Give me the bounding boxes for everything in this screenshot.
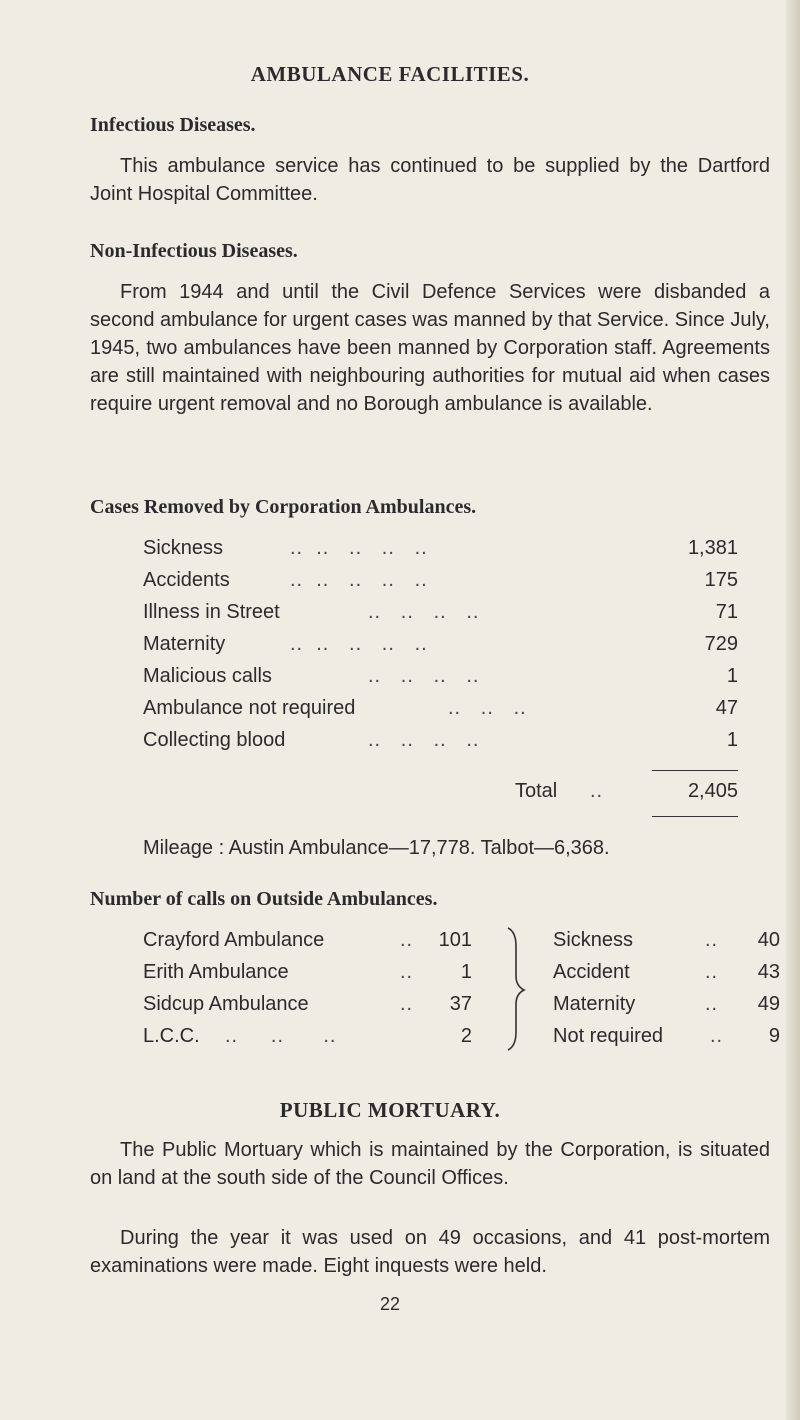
page-number: 22	[379, 1294, 401, 1314]
document-page: AMBULANCE FACILITIES. Infectious Diseases. This ambulance service has continued to be supplied by the Dartford Joint Hospital Committee. Non-Infectious Diseases. From 1944 and until the Civil Defence Services were disbanded a second ambulance for urgent cases was manned by that Service. Since July, 1945, two ambulances have been manned by Corporation staff. Agreements are still maintained with neighbouring authorities for mutual aid when cases require urgent removal and no Borough ambulance is available. Cases Removed by Corporation Ambulances. Sickness .. .. .. .. .. 1,381 Accidents .. .. .. .. .. 175 Illness in Street .. .. .. .. 71 Maternity .. .. .. .. .. 729 Malicious calls .. .. .. .. 1 Ambulance not required .. .. .. 47 Collecting blood .. .. .. .. 1 Total .. 2,405 Mileage : Austin Ambulance—17,778. Talbot—6,368. Number of calls on Outside Ambulances. Crayford Ambulance .. 101 Sickness .. 40 Erith Ambulance .. 1 Accident .. 43 Sidcup Ambulance .. 37 Maternity .. 49 L.C.C. .. .. .. 2 Not required .. 9 PUBLIC MORTUARY. The Public Mortuary which is maintained by the Corporation, is situated on land at the south side of the Council Offices. During the year it was used on 49 occasions, and 41 post-mortem examinations were made. Eight inquests were held. 22	[0, 0, 800, 1420]
infectious-heading: Infectious Diseases.	[90, 114, 256, 136]
grouping-brace-icon	[500, 924, 530, 1054]
page-edge	[786, 0, 800, 1420]
total-top-rule	[652, 770, 738, 771]
mortuary-paragraph-1: The Public Mortuary which is maintained by the Corporation, is situated on land at the south side of the Council Offices.	[90, 1139, 770, 1189]
non-infectious-paragraph: From 1944 and until the Civil Defence Services were disbanded a second ambulance for urgent cases was manned by that Service. Since July, 1945, two ambulances have been manned by Corporation staff. Agreements are still maintained with neighbouring authorities for mutual aid when cases require urgent removal and no Borough ambulance is available.	[90, 281, 770, 415]
outside-calls-heading: Number of calls on Outside Ambulances.	[90, 888, 438, 910]
non-infectious-heading: Non-Infectious Diseases.	[90, 240, 298, 262]
cases-removed-heading: Cases Removed by Corporation Ambulances.	[90, 496, 477, 518]
public-mortuary-title: PUBLIC MORTUARY.	[279, 1098, 501, 1122]
mortuary-paragraph-2: During the year it was used on 49 occasions, and 41 post-mortem examinations were made. Eight inquests were held.	[90, 1227, 770, 1277]
infectious-paragraph: This ambulance service has continued to be supplied by the Dartford Joint Hospital Committee.	[90, 155, 770, 205]
ambulance-facilities-title: AMBULANCE FACILITIES.	[250, 62, 530, 86]
total-bottom-rule	[652, 816, 738, 817]
